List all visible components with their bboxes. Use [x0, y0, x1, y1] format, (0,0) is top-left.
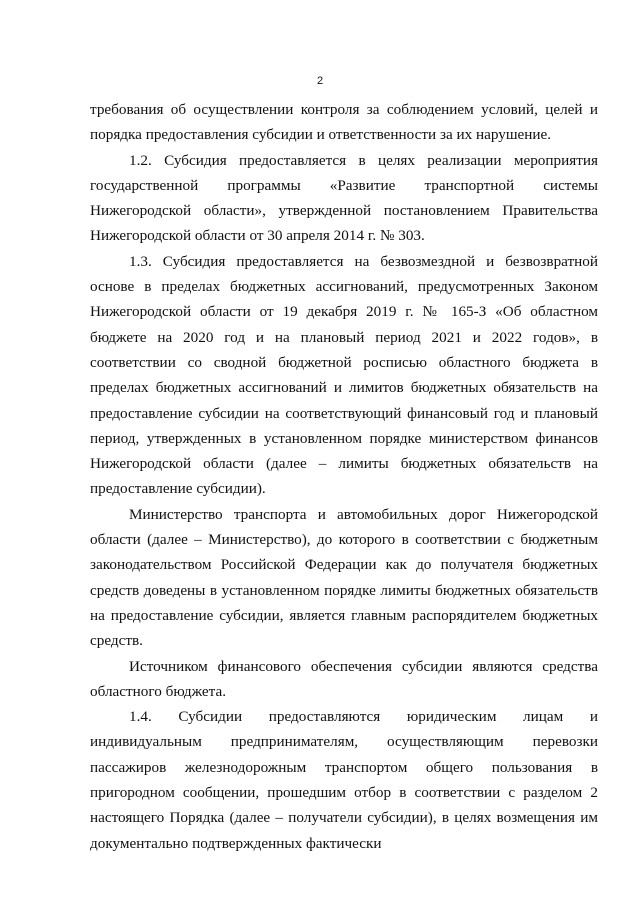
paragraph-continuation: требования об осуществлении контроля за соблюдением условий, целей и порядка предоставления субсидии и ответственности за их нарушение.: [90, 101, 598, 144]
paragraph-ministry: Министерство транспорта и автомобильных дорог Нижегородской области (далее – Министерство), до которого в соответствии с бюджетным законодательством Российской Федерации как до получателя бюджетных средств доведены в установленном порядке лимиты бюджетных обязательств на предоставление субсидии, является главным распорядителем бюджетных средств.: [90, 505, 598, 650]
paragraph-1-2: 1.2. Субсидия предоставляется в целях реализации мероприятия государственной программы «Развитие транспортной системы Нижегородской области», утвержденной постановлением Правительства Нижегородской области от 30 апреля 2014 г. № 303.: [90, 151, 598, 245]
page-number: 2: [316, 75, 324, 87]
document-body: [90, 97, 598, 856]
paragraph-funding-source: Источником финансового обеспечения субсидии являются средства областного бюджета.: [90, 657, 598, 700]
paragraph-1-3: 1.3. Субсидия предоставляется на безвозмездной и безвозвратной основе в пределах бюджетных ассигнований, предусмотренных Законом Нижегородской области от 19 декабря 2019 г. № 165-З «Об областном бюджете на 2020 год и на плановый период 2021 и 2022 годов», в соответствии со сводной бюджетной росписью областного бюджета в пределах бюджетных ассигнований и лимитов бюджетных обязательств на предоставление субсидии на соответствующий финансовый год и плановый период, утвержденных в установленном порядке министерством финансов Нижегородской области (далее – лимиты бюджетных обязательств на предоставление субсидии).: [90, 252, 598, 498]
paragraph-1-4: 1.4. Субсидии предоставляются юридическим лицам и индивидуальным предпринимателям, осуществляющим перевозки пассажиров железнодорожным транспортом общего пользования в пригородном сообщении, прошедшим отбор в соответствии с разделом 2 настоящего Порядка (далее – получатели субсидии), в целях возмещения им документально подтвержденных фактически: [90, 708, 598, 852]
